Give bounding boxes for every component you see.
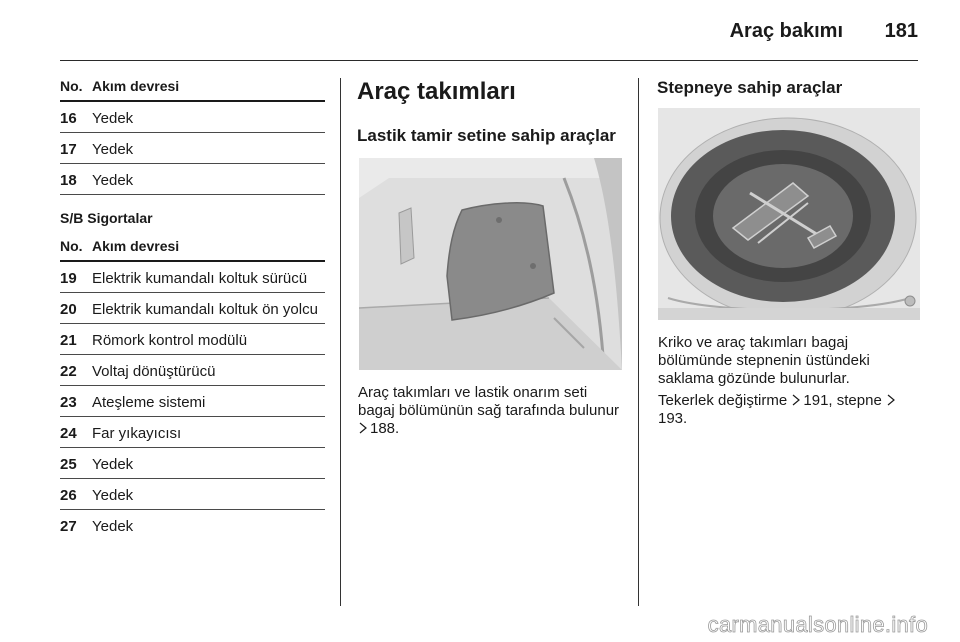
fuse-circuit: Voltaj dönüştürücü (92, 363, 216, 380)
fuse-circuit: Römork kontrol modülü (92, 332, 248, 349)
header-no: No. (60, 78, 83, 94)
tools-location-text (358, 384, 623, 438)
site-watermark[interactable]: carmanualsonline.info (707, 612, 928, 637)
table-row (60, 164, 325, 195)
fuse-circuit: Yedek (92, 172, 134, 189)
fuse-number: 24 (60, 425, 77, 442)
table-row (60, 355, 325, 386)
header-no: No. (60, 238, 83, 254)
table-header (60, 78, 325, 102)
fuse-number: 23 (60, 394, 77, 411)
fuse-number: 27 (60, 518, 77, 535)
section-title: Araç takımları (357, 78, 516, 105)
table-row (60, 510, 325, 540)
page-reference[interactable]: 191, stepne (803, 392, 882, 409)
table-row (60, 386, 325, 417)
column-divider (638, 78, 639, 606)
spare-wheel-text: Kriko ve araç takımları bagaj bölümünde stepnenin üstündeki saklama gözünde bulunurlar. (658, 334, 870, 387)
table-row (60, 479, 325, 510)
fuse-number: 19 (60, 270, 77, 287)
fuse-number: 22 (60, 363, 77, 380)
page-number: 181 (884, 20, 918, 42)
subsection-title: Stepneye sahip araçlar (657, 78, 843, 97)
spare-wheel-illustration (658, 108, 920, 320)
fuse-circuit: Yedek (92, 518, 134, 535)
reference-arrow-icon (358, 422, 368, 434)
reference-arrow-icon (886, 394, 896, 406)
column-divider (340, 78, 341, 606)
page-header (60, 0, 918, 61)
spare-wheel-column (657, 78, 922, 427)
fuse-number: 16 (60, 110, 77, 127)
page-reference[interactable]: 193. (658, 410, 688, 427)
fuse-tables-column (60, 78, 325, 540)
table-row (60, 262, 325, 293)
fuse-number: 18 (60, 172, 77, 189)
reference-arrow-icon (791, 394, 801, 406)
page-title: Araç bakımı (729, 20, 843, 42)
fuse-circuit: Yedek (92, 141, 134, 158)
fuse-number: 20 (60, 301, 77, 318)
fuse-number: 25 (60, 456, 77, 473)
fuse-circuit: Elektrik kumandalı koltuk sürücü (92, 270, 308, 287)
header-circuit: Akım devresi (92, 78, 180, 94)
table-row (60, 417, 325, 448)
table-row (60, 448, 325, 479)
table-row (60, 293, 325, 324)
vehicle-tools-column (357, 78, 627, 437)
fuse-number: 26 (60, 487, 77, 504)
fuse-circuit: Yedek (92, 456, 134, 473)
fuse-circuit: Yedek (92, 487, 134, 504)
fuse-number: 21 (60, 332, 77, 349)
table-row (60, 133, 325, 164)
table-row (60, 324, 325, 355)
trunk-illustration (359, 158, 622, 370)
fuse-circuit: Ateşleme sistemi (92, 394, 206, 411)
subsection-title: Lastik tamir setine sahip araçlar (357, 126, 616, 145)
fuse-circuit: Yedek (92, 110, 134, 127)
paragraph-text: Tekerlek değiştirme (658, 392, 788, 409)
page-reference[interactable]: 188. (370, 420, 400, 437)
fuse-circuit: Elektrik kumandalı koltuk ön yolcu (92, 301, 318, 318)
table-header (60, 238, 325, 262)
sb-fuses-title: S/B Sigortalar (60, 210, 153, 226)
paragraph-text: Araç takımları ve lastik onarım seti bagaj bölümünün sağ tarafında bulunur (358, 384, 620, 419)
table-row (60, 102, 325, 133)
fuse-circuit: Far yıkayıcısı (92, 425, 182, 442)
fuse-number: 17 (60, 141, 77, 158)
header-circuit: Akım devresi (92, 238, 180, 254)
wheel-change-text (658, 392, 920, 428)
